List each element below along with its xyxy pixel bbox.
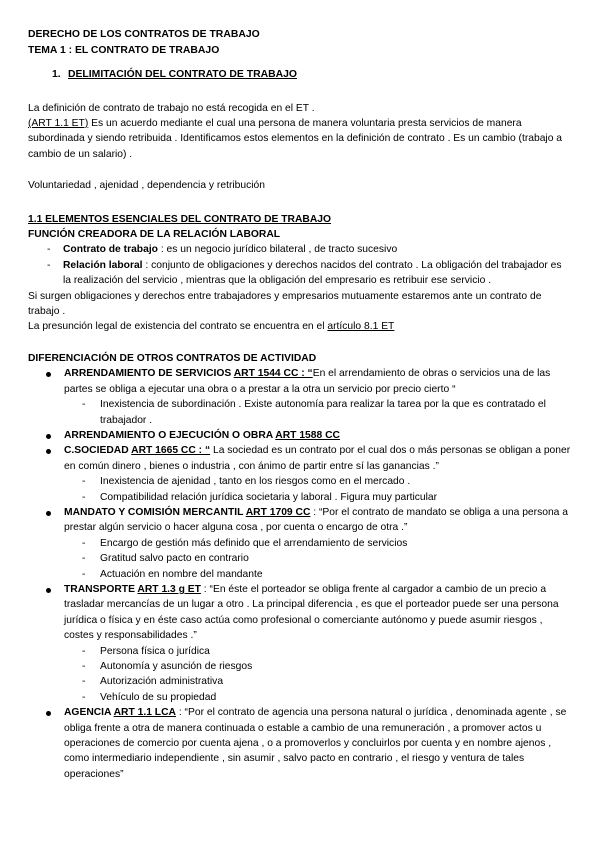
bullet-icon: [46, 711, 51, 716]
list-item: - Inexistencia de subordinación . Existe autonomía para realizar la tarea por la que es contratado el trabajador .: [64, 397, 572, 428]
article-reference: (ART 1.1 ET): [28, 118, 89, 129]
subsection-title: DIFERENCIACIÓN DE OTROS CONTRATOS DE ACTIVIDAD: [28, 352, 317, 364]
document-header: [28, 27, 572, 58]
bullet-icon: [46, 449, 51, 454]
paragraph: Voluntariedad , ajenidad , dependencia y retribución: [28, 180, 265, 192]
subsection-title: 1.1 ELEMENTOS ESENCIALES DEL CONTRATO DE TRABAJO: [28, 213, 332, 225]
bullet-icon: [46, 511, 51, 516]
article-reference: ART 1.1 LCA: [113, 707, 176, 719]
subsection-subtitle: FUNCIÓN CREADORA DE LA RELACIÓN LABORAL: [28, 229, 281, 241]
sub-list: [64, 474, 572, 505]
paragraph: La presunción legal de existencia del contrato se encuentra en el artículo 8.1 ET: [28, 321, 395, 333]
contract-types-list: [28, 366, 572, 782]
paragraph: La definición de contrato de trabajo no está recogida en el ET .: [28, 102, 315, 114]
list-item: ARRENDAMIENTO DE SERVICIOS ART 1544 CC : “En el arrendamiento de obras o servicios una de las partes se obliga a ejecutar una obra o a prestar a la otra un servicio por precio cierto “ - Inexistencia de subordinación . Existe autonomía para realizar la tarea por la que es contratado el trabajador .: [28, 366, 572, 428]
bullet-icon: [46, 372, 51, 377]
course-title: DERECHO DE LOS CONTRATOS DE TRABAJO: [28, 29, 260, 40]
article-reference: artículo 8.1 ET: [327, 321, 395, 333]
bullet-icon: [46, 588, 51, 593]
article-reference: ART 1665 CC : “: [131, 445, 211, 457]
topic-title: TEMA 1 : EL CONTRATO DE TRABAJO: [28, 44, 220, 56]
section-heading: [28, 67, 572, 82]
list-item: C.SOCIEDAD ART 1665 CC : “ La sociedad es un contrato por el cual dos o más personas se obligan a poner en común dinero , bienes o industria , con ánimo de partir entre sí las ganancias .” - Inexistencia de ajenidad , tanto en los riesgos como en el mercado . - Compatibilidad relación jurídica societaria y laboral . Figura muy particular: [28, 443, 572, 505]
list-item: TRANSPORTE ART 1.3 g ET : “En éste el porteador se obliga frente al cargador a cambio de un precio a trasladar mercancías de un lugar a otro . La principal diferencia , es que el porteador puede ser una persona jurídica o física y en éste caso actúa como profesional o comerciante autónomo y puede asumir riesgos , costes y responsabilidades .” - Persona física o jurídica - Autonomía y asunción de riesgos - Autorización administrativa - Vehículo de su propiedad: [28, 582, 572, 705]
list-item: AGENCIA ART 1.1 LCA : “Por el contrato de agencia una persona natural o jurídica , denominada agente , se obliga frente a otra de manera continuada o estable a cambio de una remuneración , a promover actos u operaciones de comercio por cuenta ajena , o a promoverlos y concluirlos por cuenta y en nombre ajenos , como intermediario independiente , sin asumir , salvo pacto en contrario , el riesgo y ventura de tales operaciones”: [28, 705, 572, 782]
list-item: - Inexistencia de ajenidad , tanto en los riesgos como en el mercado .: [64, 474, 572, 489]
list-item: MANDATO Y COMISIÓN MERCANTIL ART 1709 CC : “Por el contrato de mandato se obliga a una persona a prestar algún servicio o hacer alguna cosa , por cuenta o encargo de otra .” - Encargo de gestión más definido que el arrendamiento de servicios - Gratitud salvo pacto en contrario - Actuación en nombre del mandante: [28, 505, 572, 582]
subsection-heading: [28, 212, 572, 243]
sub-list: [64, 644, 572, 706]
list-item: - Contrato de trabajo : es un negocio jurídico bilateral , de tracto sucesivo: [28, 242, 572, 257]
section-number: 1.: [52, 69, 61, 81]
article-reference: ART 1709 CC: [245, 506, 311, 518]
sub-list: [64, 536, 572, 582]
paragraph: Si surgen obligaciones y derechos entre trabajadores y empresarios mutuamente estaremos ante un contrato de trabajo .: [28, 290, 542, 318]
list-item: - Vehículo de su propiedad: [64, 690, 572, 705]
list-item: - Relación laboral : conjunto de obligaciones y derechos nacidos del contrato . La obligación del trabajador es la realización del servicio , mientras que la obligación del empresario es retribuir ese servicio .: [28, 258, 572, 289]
article-reference: ART 1588 CC: [275, 429, 340, 441]
paragraph: (ART 1.1 ET) Es un acuerdo mediante el cual una persona de manera voluntaria presta servicios de manera subordinada y siendo retribuida . Identificamos estos elementos en la definición de contrato . Es un cambio (trabajo a cambio de un salario) .: [28, 118, 563, 160]
definition-list: [28, 242, 572, 288]
list-item: - Gratitud salvo pacto en contrario: [64, 551, 572, 566]
list-item: - Autonomía y asunción de riesgos: [64, 659, 572, 674]
section-title: DELIMITACIÓN DEL CONTRATO DE TRABAJO: [68, 69, 297, 81]
list-item: - Persona física o jurídica: [64, 644, 572, 659]
list-item: - Encargo de gestión más definido que el arrendamiento de servicios: [64, 536, 572, 551]
list-item: - Autorización administrativa: [64, 674, 572, 689]
bullet-icon: [46, 434, 51, 439]
list-item: ARRENDAMIENTO O EJECUCIÓN O OBRA ART 1588 CC: [28, 428, 572, 443]
sub-list: [64, 397, 572, 428]
article-reference: ART 1544 CC : “: [233, 368, 313, 380]
list-item: - Actuación en nombre del mandante: [64, 567, 572, 582]
list-item: - Compatibilidad relación jurídica societaria y laboral . Figura muy particular: [64, 490, 572, 505]
article-reference: ART 1.3 g ET: [137, 583, 201, 595]
